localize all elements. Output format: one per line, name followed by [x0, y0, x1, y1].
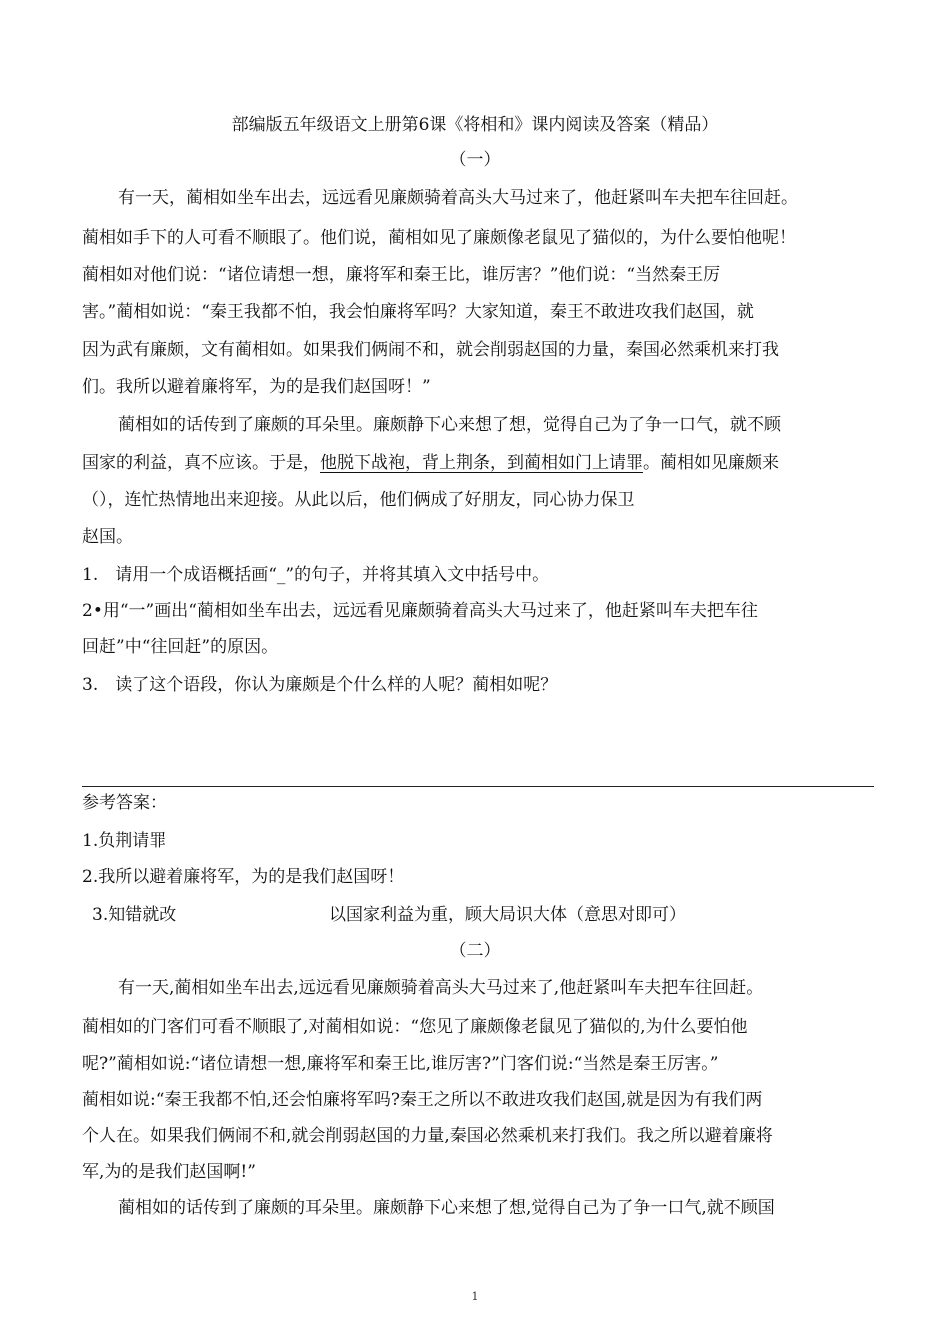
section-heading-1: （一）	[449, 150, 501, 170]
passage-line: 有一天,蔺相如坐车出去,远远看见廉颇骑着高头大马过来了,他赶紧叫车夫把车往回赶。	[118, 978, 764, 998]
passage-line: 军,为的是我们赵国啊!”	[82, 1162, 256, 1182]
answer-label: 参考答案：	[82, 793, 167, 813]
passage-text: 。蔺相如见廉颇来	[643, 453, 779, 473]
passage-line: 蔺相如的话传到了廉颇的耳朵里。廉颇静下心来想了想,觉得自己为了争一口气,就不顾国	[118, 1198, 775, 1218]
divider-line	[82, 786, 874, 787]
question-2-cont: 回赶”中“往回赶”的原因。	[82, 637, 279, 657]
answer-2: 2.我所以避着廉将军，为的是我们赵国呀！	[82, 867, 405, 887]
passage-line: （），连忙热情地出来迎接。从此以后，他们俩成了好朋友，同心协力保卫	[82, 490, 635, 510]
passage-line: 蔺相如的话传到了廉颇的耳朵里。廉颇静下心来想了想，觉得自己为了争一口气，就不顾	[118, 415, 781, 435]
question-3: 3. 读了这个语段，你认为廉颇是个什么样的人呢？蔺相如呢？	[82, 675, 558, 695]
passage-line: 赵国。	[82, 527, 133, 547]
answer-3-right: 以国家利益为重，顾大局识大体（意思对即可）	[329, 905, 686, 925]
underlined-sentence: 他脱下战袍，背上荆条，到蔺相如门上请罪	[320, 453, 643, 473]
page-number: 1	[471, 1290, 479, 1303]
answer-3-left: 3.知错就改	[92, 905, 177, 925]
passage-line: 个人在。如果我们俩闹不和,就会削弱赵国的力量,秦国必然乘机来打我们。我之所以避着廉将	[82, 1126, 773, 1146]
passage-line: 们。我所以避着廉将军，为的是我们赵国呀！”	[82, 377, 431, 397]
passage-line: 有一天，蔺相如坐车出去，远远看见廉颇骑着高头大马过来了，他赶紧叫车夫把车往回赶。	[118, 188, 798, 208]
passage-line: 蔺相如说:“秦王我都不怕,还会怕廉将军吗?秦王之所以不敢进攻我们赵国,就是因为有我们两	[82, 1090, 763, 1110]
question-2: 2•用“一”画出“蔺相如坐车出去，远远看见廉颇骑着高头大马过来了，他赶紧叫车夫把车往	[82, 601, 758, 621]
passage-line: 蔺相如手下的人可看不顺眼了。他们说，蔺相如见了廉颇像老鼠见了猫似的，为什么要怕他呢！	[82, 228, 796, 248]
passage-line: 蔺相如的门客们可看不顺眼了,对蔺相如说：“您见了廉颇像老鼠见了猫似的,为什么要怕他	[82, 1017, 748, 1037]
passage-text: 国家的利益，真不应该。于是，	[82, 453, 320, 473]
section-heading-2: （二）	[449, 941, 501, 961]
passage-line-with-underline	[82, 451, 779, 475]
passage-line: 蔺相如对他们说：“诸位请想一想，廉将军和秦王比，谁厉害？”他们说：“当然秦王厉	[82, 265, 721, 285]
passage-line: 害。”蔺相如说：“秦王我都不怕，我会怕廉将军吗？大家知道，秦王不敢进攻我们赵国，就	[82, 302, 754, 322]
document-title: 部编版五年级语文上册第6课《将相和》课内阅读及答案（精品）	[231, 115, 719, 135]
answer-1: 1.负荆请罪	[82, 831, 167, 851]
passage-line: 呢?”蔺相如说:“诸位请想一想,廉将军和秦王比,谁厉害?”门客们说:“当然是秦王厉害。”	[82, 1054, 719, 1074]
passage-line: 因为武有廉颇，文有蔺相如。如果我们俩闹不和，就会削弱赵国的力量，秦国必然乘机来打我	[82, 340, 779, 360]
question-1: 1. 请用一个成语概括画“_”的句子，并将其填入文中括号中。	[82, 565, 550, 585]
